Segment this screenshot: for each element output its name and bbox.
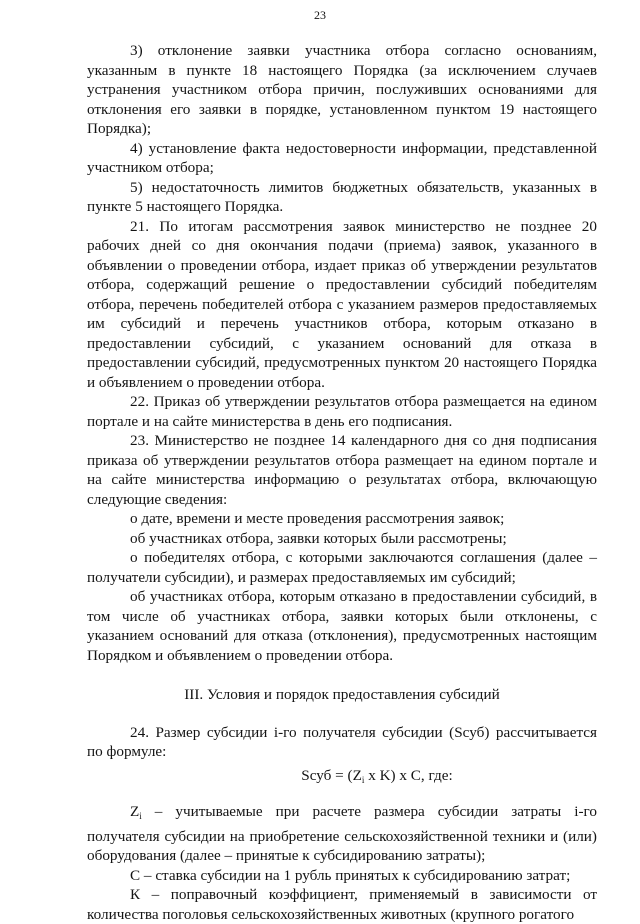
clause-21: 21. По итогам рассмотрения заявок министерство не позднее 20 рабочих дней со дня окончания подачи (приема) заявок, указанного в объявлении о проведении отбора, издает приказ об утверждении результатов отбора, содержащий решение о предоставлении субсидий победителям отбора, перечень победителей отбора с указанием размеров предоставляемых им субсидий и перечень участников отбора, которым отказано в предоставлении субсидий, с указанием оснований для отказа в предоставлении субсидий, предусмотренных пунктом 20 настоящего Порядка и объявлением о проведении отбора. [87, 217, 597, 391]
formula-right: x K) x C, где: [364, 766, 453, 784]
document-body [87, 41, 597, 924]
info-item-rejected: об участниках отбора, которым отказано в предоставлении субсидий, в том числе об участниках отбора, заявки которых были отклонены, с указанием оснований для отказа (отклонения), предусмотренных настоящим Порядком и объявлением о проведении отбора. [87, 588, 597, 664]
info-item-winners: о победителях отбора, с которыми заключаются соглашения (далее – получатели субсидии), и размерах предоставляемых им субсидий; [87, 549, 597, 586]
info-item-considered: об участниках отбора, заявки которых были рассмотрены; [130, 529, 507, 547]
subsidy-formula [87, 766, 597, 791]
section-title: III. Условия и порядок предоставления субсидий [184, 686, 500, 703]
clause-24: 24. Размер субсидии i-го получателя субсидии (Sсуб) рассчитывается по формуле: [87, 723, 597, 760]
info-item-date: о дате, времени и месте проведения рассмотрения заявок; [130, 510, 505, 527]
definition-z [87, 802, 597, 866]
definition-k: К – поправочный коэффициент, применяемый в зависимости от количества поголовья сельскохозяйственных животных (крупного рогатого [87, 886, 597, 923]
definition-c: С – ставка субсидии на 1 рубль принятых к субсидированию затрат; [130, 866, 571, 884]
list-item-4: 4) установление факта недостоверности информации, представленной участником отбора; [87, 139, 597, 176]
z-subscript: i [139, 811, 142, 821]
list-item-3: 3) отклонение заявки участника отбора согласно основаниям, указанным в пункте 18 настоящего Порядка (за исключением случаев устранения участником отбора причин, послуживших основаниями для отклонения его заявки в порядке, установленном пунктом 19 настоящего Порядка); [87, 42, 597, 137]
clause-22: 22. Приказ об утверждении результатов отбора размещается на едином портале и на сайте министерства в день его подписания. [87, 393, 597, 430]
page-number: 23 [314, 8, 326, 22]
z-definition-text: – учитываемые при расчете размера субсидии затраты i-го получателя субсидии на приобретение сельскохозяйственной техники и (или) оборудования (далее – принятые к субсидированию затраты); [87, 803, 597, 864]
list-item-5: 5) недостаточность лимитов бюджетных обязательств, указанных в пункте 5 настоящего Порядка. [87, 178, 597, 215]
formula-left: Sсуб = (Z [301, 766, 362, 784]
z-symbol: Z [130, 803, 140, 820]
formula-subscript: i [361, 774, 365, 785]
clause-23: 23. Министерство не позднее 14 календарного дня со дня подписания приказа об утверждении результатов отбора размещает на едином портале и на сайте министерства информацию о результатах отбора, включающую следующие сведения: [87, 432, 597, 508]
